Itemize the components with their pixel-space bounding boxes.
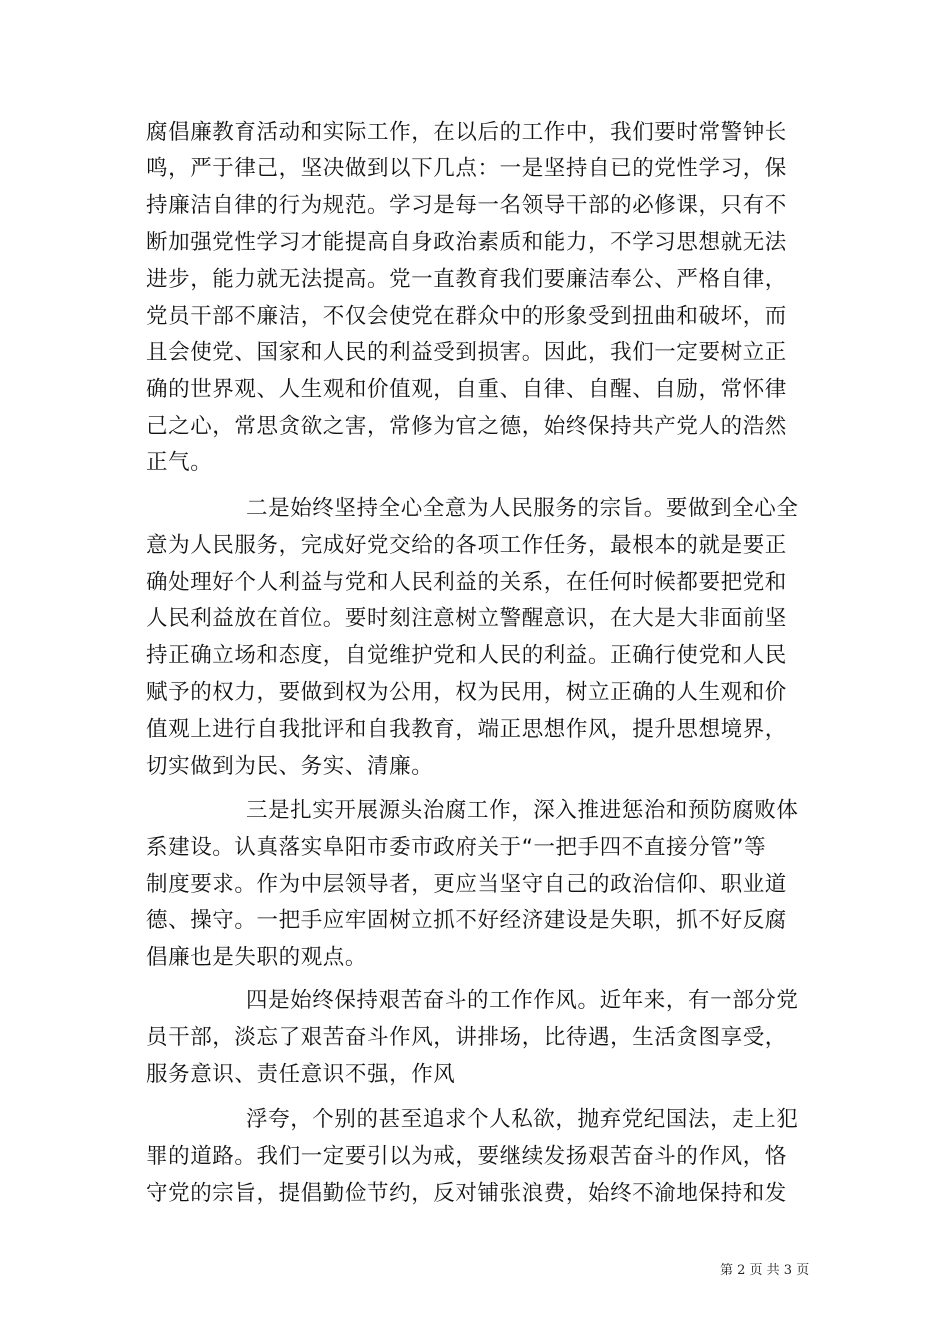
text-line: 进步，能力就无法提高。党一直教育我们要廉洁奉公、严格自律，	[146, 267, 787, 292]
text-line: 正气。	[146, 450, 213, 475]
text-line: 守党的宗旨，提倡勤俭节约，反对铺张浪费，始终不渝地保持和发	[146, 1181, 787, 1206]
text-line: 党员干部不廉洁，不仅会使党在群众中的形象受到扭曲和破坏，而	[146, 304, 787, 329]
paragraph-start-line: 三是扎实开展源头治腐工作，深入推进惩治和预防腐败体	[246, 798, 799, 823]
text-line: 意为人民服务，完成好党交给的各项工作任务，最根本的就是要正	[146, 533, 787, 558]
text-line: 服务意识、责任意识不强，作风	[146, 1062, 456, 1087]
page-number-footer: 第 2 页 共 3 页	[720, 1263, 810, 1278]
text-line: 罪的道路。我们一定要引以为戒，要继续发扬艰苦奋斗的作风，恪	[146, 1144, 787, 1169]
paragraph-start-line: 四是始终保持艰苦奋斗的工作作风。近年来，有一部分党	[246, 988, 799, 1013]
text-line: 鸣，严于律己，坚决做到以下几点：一是坚持自已的党性学习，保	[146, 156, 787, 181]
text-line: 系建设。认真落实阜阳市委市政府关于“一把手四不直接分管”等	[146, 835, 767, 860]
text-line: 倡廉也是失职的观点。	[146, 945, 368, 970]
text-line: 确的世界观、人生观和价值观，自重、自律、自醒、自励，常怀律	[146, 377, 787, 402]
text-line: 持正确立场和态度，自觉维护党和人民的利益。正确行使党和人民	[146, 643, 787, 668]
text-line: 且会使党、国家和人民的利益受到损害。因此，我们一定要树立正	[146, 340, 787, 365]
text-line: 赋予的权力，要做到权为公用，权为民用，树立正确的人生观和价	[146, 680, 787, 705]
text-line: 腐倡廉教育活动和实际工作，在以后的工作中，我们要时常警钟长	[146, 120, 787, 145]
text-line: 持廉洁自律的行为规范。学习是每一名领导干部的必修课，只有不	[146, 193, 787, 218]
text-line: 值观上进行自我批评和自我教育，端正思想作风，提升思想境界，	[146, 717, 787, 742]
text-line: 员干部，淡忘了艰苦奋斗作风，讲排场，比待遇，生活贪图享受，	[146, 1025, 787, 1050]
text-line: 己之心，常思贪欲之害，常修为官之德，始终保持共产党人的浩然	[146, 414, 787, 439]
text-line: 德、操守。一把手应牢固树立抓不好经济建设是失职，抓不好反腐	[146, 908, 787, 933]
text-line: 人民利益放在首位。要时刻注意树立警醒意识，在大是大非面前坚	[146, 606, 787, 631]
paragraph-start-line: 二是始终坚持全心全意为人民服务的宗旨。要做到全心全	[246, 496, 799, 521]
text-line: 确处理好个人利益与党和人民利益的关系，在任何时候都要把党和	[146, 570, 787, 595]
text-line: 切实做到为民、务实、清廉。	[146, 754, 434, 779]
text-line: 断加强党性学习才能提高自身政治素质和能力，不学习思想就无法	[146, 230, 787, 255]
paragraph-start-line: 浮夸，个别的甚至追求个人私欲，抛弃党纪国法，走上犯	[246, 1107, 799, 1132]
text-line: 制度要求。作为中层领导者，更应当坚守自己的政治信仰、职业道	[146, 872, 787, 897]
